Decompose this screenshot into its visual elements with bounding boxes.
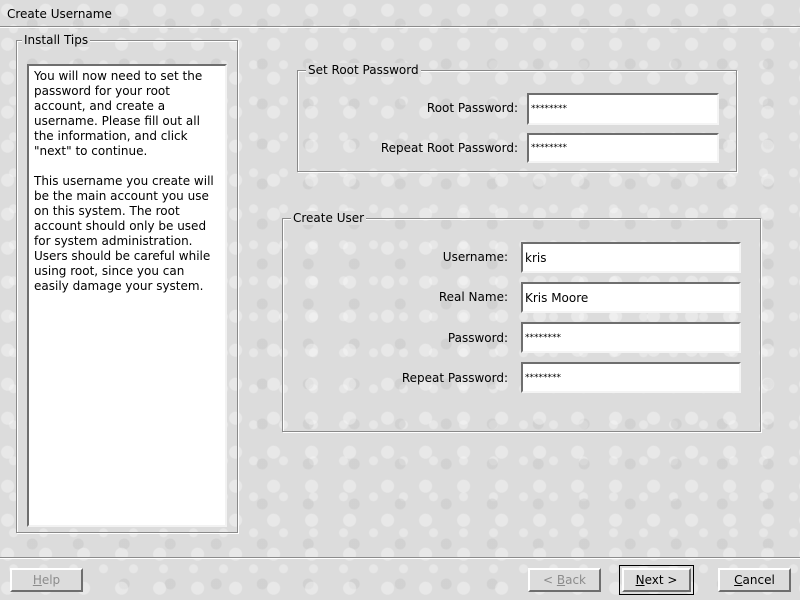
back-button[interactable] (528, 568, 601, 592)
repeat-password-label: Repeat Password: (401, 371, 508, 385)
next-button[interactable] (622, 568, 691, 592)
install-tips-legend: Install Tips (24, 33, 89, 47)
root-password-label: Root Password: (426, 101, 518, 115)
cancel-button[interactable] (718, 568, 791, 592)
username-label: Username: (442, 250, 508, 264)
install-tips-group (16, 33, 238, 533)
repeat-root-password-input[interactable] (527, 133, 719, 163)
username-input[interactable] (521, 242, 741, 273)
root-password-input[interactable] (527, 93, 719, 125)
back-mnemonic: B (556, 573, 566, 587)
real-name-label: Real Name: (438, 290, 508, 304)
next-mnemonic: N (635, 573, 645, 587)
title-bar (0, 0, 800, 28)
cancel-label-rest: ancel (742, 573, 775, 587)
cancel-mnemonic: C (734, 573, 743, 587)
install-tips-textbox[interactable] (27, 64, 227, 527)
title-divider (0, 26, 800, 28)
real-name-input[interactable] (521, 282, 741, 313)
back-label-rest: ack (565, 573, 586, 587)
help-button[interactable] (10, 568, 83, 592)
password-label: Password: (447, 331, 508, 345)
back-label-prefix: < (542, 573, 557, 587)
next-label-rest: ext > (644, 573, 678, 587)
create-user-legend: Create User (293, 211, 365, 225)
repeat-root-password-label: Repeat Root Password: (380, 141, 518, 155)
repeat-password-input[interactable] (521, 362, 741, 393)
help-mnemonic: H (32, 573, 42, 587)
help-label-rest: elp (41, 573, 61, 587)
create-user-group (282, 211, 761, 432)
install-tips-text: You will now need to set the password for your root account, and create a username. Please fill out all the information, and click "next" to continue. This username you create will be the main account you use on this system. The root account should only be used for system administration. Users should be careful while using root, since you can easily damage your system. (34, 69, 214, 293)
window-title: Create Username (7, 7, 112, 21)
password-input[interactable] (521, 322, 741, 353)
set-root-password-legend: Set Root Password (308, 63, 419, 77)
bottom-divider (0, 557, 800, 559)
set-root-password-group (297, 63, 737, 172)
